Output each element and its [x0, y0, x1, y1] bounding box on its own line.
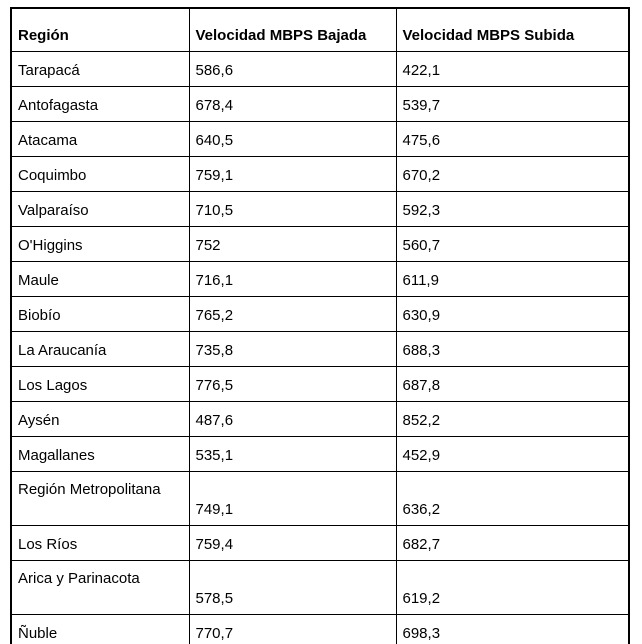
column-header-download-speed: Velocidad MBPS Bajada: [189, 8, 396, 52]
upload-speed-cell: 592,3: [396, 192, 629, 227]
region-name-cell: Los Ríos: [11, 526, 189, 561]
upload-speed-cell: 422,1: [396, 52, 629, 87]
region-name-cell: Maule: [11, 262, 189, 297]
upload-speed-cell: 611,9: [396, 262, 629, 297]
table-row: [11, 526, 629, 561]
download-speed-cell: 752: [189, 227, 396, 262]
upload-speed-cell: 630,9: [396, 297, 629, 332]
upload-speed-cell: 688,3: [396, 332, 629, 367]
region-name-cell: Biobío: [11, 297, 189, 332]
region-name-cell: Arica y Parinacota: [11, 561, 189, 615]
region-name-cell: La Araucanía: [11, 332, 189, 367]
table-row: [11, 297, 629, 332]
table-row: [11, 367, 629, 402]
table-row: [11, 402, 629, 437]
upload-speed-cell: 539,7: [396, 87, 629, 122]
region-name-cell: Atacama: [11, 122, 189, 157]
table-row: [11, 332, 629, 367]
download-speed-cell: 759,1: [189, 157, 396, 192]
table-row: [11, 52, 629, 87]
download-speed-cell: 678,4: [189, 87, 396, 122]
region-name-cell: Los Lagos: [11, 367, 189, 402]
region-name-cell: Magallanes: [11, 437, 189, 472]
upload-speed-cell: 636,2: [396, 472, 629, 526]
upload-speed-cell: 452,9: [396, 437, 629, 472]
download-speed-cell: 716,1: [189, 262, 396, 297]
region-name-cell: Aysén: [11, 402, 189, 437]
upload-speed-cell: 687,8: [396, 367, 629, 402]
download-speed-cell: 487,6: [189, 402, 396, 437]
download-speed-cell: 735,8: [189, 332, 396, 367]
region-name-cell: Tarapacá: [11, 52, 189, 87]
download-speed-cell: 586,6: [189, 52, 396, 87]
upload-speed-cell: 670,2: [396, 157, 629, 192]
download-speed-cell: 535,1: [189, 437, 396, 472]
upload-speed-cell: 852,2: [396, 402, 629, 437]
upload-speed-cell: 698,3: [396, 615, 629, 644]
table-row: [11, 122, 629, 157]
download-speed-cell: 578,5: [189, 561, 396, 615]
column-header-region: Región: [11, 8, 189, 52]
region-name-cell: O'Higgins: [11, 227, 189, 262]
table-row: [11, 561, 629, 615]
table-row: [11, 87, 629, 122]
table-row: [11, 227, 629, 262]
table-row: [11, 615, 629, 644]
table-row: [11, 157, 629, 192]
region-name-cell: Ñuble: [11, 615, 189, 644]
download-speed-cell: 776,5: [189, 367, 396, 402]
download-speed-cell: 710,5: [189, 192, 396, 227]
table-row: [11, 437, 629, 472]
region-name-cell: Antofagasta: [11, 87, 189, 122]
table-row: [11, 192, 629, 227]
download-speed-cell: 759,4: [189, 526, 396, 561]
download-speed-cell: 770,7: [189, 615, 396, 644]
table-header-row: [11, 8, 629, 52]
region-speed-table: [10, 7, 630, 644]
column-header-upload-speed: Velocidad MBPS Subida: [396, 8, 629, 52]
upload-speed-cell: 619,2: [396, 561, 629, 615]
upload-speed-cell: 475,6: [396, 122, 629, 157]
upload-speed-cell: 682,7: [396, 526, 629, 561]
table-row: [11, 472, 629, 526]
download-speed-cell: 749,1: [189, 472, 396, 526]
region-name-cell: Coquimbo: [11, 157, 189, 192]
region-name-cell: Valparaíso: [11, 192, 189, 227]
table-row: [11, 262, 629, 297]
download-speed-cell: 765,2: [189, 297, 396, 332]
upload-speed-cell: 560,7: [396, 227, 629, 262]
region-name-cell: Región Metropolitana: [11, 472, 189, 526]
download-speed-cell: 640,5: [189, 122, 396, 157]
table-body: [11, 52, 629, 644]
